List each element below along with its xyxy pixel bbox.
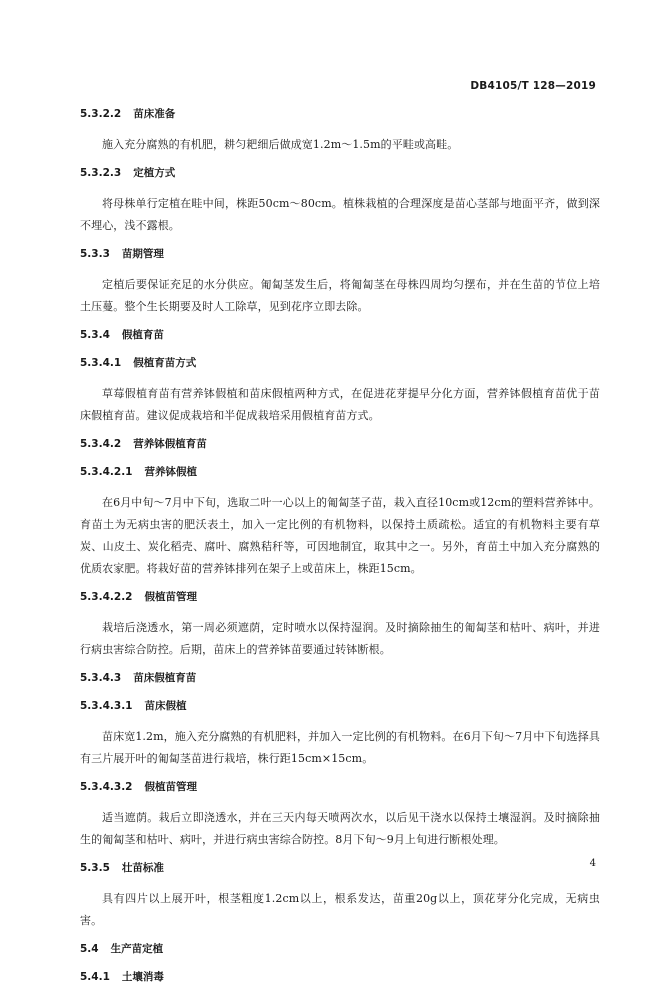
body-paragraph: 适当遮荫。栽后立即浇透水，并在三天内每天喷两次水，以后见干浇水以保持土壤湿润。及时摘除抽生的匍匐茎和枯叶、病叶，并进行病虫害综合防控。8月下旬～9月上旬进行断根处理。 bbox=[80, 811, 600, 846]
section-title: 生产苗定植 bbox=[110, 943, 164, 955]
section-title: 假植苗管理 bbox=[144, 591, 197, 603]
section-heading bbox=[80, 779, 600, 795]
section-number: 5.3.2.2 bbox=[80, 108, 122, 120]
section-number: 5.3.4.2.1 bbox=[80, 466, 133, 478]
document-code: DB4105/T 128—2019 bbox=[470, 80, 596, 92]
body-paragraph: 定植后要保证充足的水分供应。匍匐茎发生后，将匍匐茎在母株四周均匀摆布，并在生苗的节位上培土压蔓。整个生长期要及时人工除草，见到花序立即去除。 bbox=[80, 278, 600, 313]
section-title: 壮苗标准 bbox=[121, 862, 164, 874]
section-title: 假植育苗 bbox=[121, 329, 164, 341]
section-title: 苗床假植 bbox=[144, 700, 187, 712]
section-title: 苗期管理 bbox=[121, 248, 164, 260]
section-number: 5.3.3 bbox=[80, 248, 110, 260]
section-heading bbox=[80, 698, 600, 714]
section-title: 营养钵假植 bbox=[144, 466, 197, 478]
section-title: 营养钵假植育苗 bbox=[133, 438, 207, 450]
section-title: 定植方式 bbox=[133, 167, 176, 179]
section-heading bbox=[80, 327, 600, 343]
section-number: 5.3.2.3 bbox=[80, 167, 122, 179]
body-paragraph: 草莓假植育苗有营养钵假植和苗床假植两种方式，在促进花芽提早分化方面，营养钵假植育苗优于苗床假植育苗。建议促成栽培和半促成栽培采用假植育苗方式。 bbox=[80, 387, 600, 422]
section-heading bbox=[80, 589, 600, 605]
section-heading bbox=[80, 436, 600, 452]
body-paragraph: 栽培后浇透水，第一周必须遮荫，定时喷水以保持湿润。及时摘除抽生的匍匐茎和枯叶、病叶，并进行病虫害综合防控。后期，苗床上的营养钵苗要通过转钵断根。 bbox=[80, 621, 600, 656]
section-heading bbox=[80, 860, 600, 876]
section-heading bbox=[80, 165, 600, 181]
body-paragraph: 施入充分腐熟的有机肥，耕匀耙细后做成宽1.2m～1.5m的平畦或高畦。 bbox=[102, 138, 459, 151]
section-title: 土壤消毒 bbox=[121, 971, 164, 983]
section-number: 5.4 bbox=[80, 943, 99, 955]
section-heading bbox=[80, 464, 600, 480]
section-title: 苗床准备 bbox=[133, 108, 176, 120]
section-heading bbox=[80, 355, 600, 371]
section-number: 5.3.4.3 bbox=[80, 672, 122, 684]
section-title: 苗床假植育苗 bbox=[133, 672, 197, 684]
section-number: 5.3.4.2 bbox=[80, 438, 122, 450]
section-number: 5.3.4.2.2 bbox=[80, 591, 133, 603]
section-number: 5.3.4.3.1 bbox=[80, 700, 133, 712]
section-number: 5.3.5 bbox=[80, 862, 110, 874]
section-heading bbox=[80, 941, 600, 957]
page-number: 4 bbox=[589, 858, 596, 869]
section-heading bbox=[80, 106, 600, 122]
body-paragraph: 在6月中旬～7月中下旬，选取二叶一心以上的匍匐茎子苗，栽入直径10cm或12cm的塑料营养钵中。育苗土为无病虫害的肥沃表土，加入一定比例的有机物料，以保持土质疏松。适宜的有机物料主要有草炭、山皮土、炭化稻壳、腐叶、腐熟秸秆等，可因地制宜，取其中之一。另外，育苗土中加入充分腐熟的优质农家肥。将栽好苗的营养钵排列在架子上或苗床上，株距15cm。 bbox=[80, 496, 600, 575]
section-title: 假植育苗方式 bbox=[133, 357, 197, 369]
body-paragraph: 苗床宽1.2m，施入充分腐熟的有机肥料，并加入一定比例的有机物料。在6月下旬～7月中下旬选择具有三片展开叶的匍匐茎苗进行栽培，株行距15cm×15cm。 bbox=[80, 730, 600, 765]
section-number: 5.4.1 bbox=[80, 971, 110, 983]
section-heading bbox=[80, 670, 600, 686]
document-body bbox=[80, 106, 600, 997]
section-number: 5.3.4 bbox=[80, 329, 110, 341]
body-paragraph: 将母株单行定植在畦中间，株距50cm～80cm。植株栽植的合理深度是苗心茎部与地面平齐，做到深不埋心，浅不露根。 bbox=[80, 197, 600, 232]
body-paragraph: 具有四片以上展开叶，根茎粗度1.2cm以上，根系发达，苗重20g以上，顶花芽分化完成，无病虫害。 bbox=[80, 892, 600, 927]
section-title: 假植苗管理 bbox=[144, 781, 197, 793]
section-heading bbox=[80, 969, 600, 985]
section-number: 5.3.4.1 bbox=[80, 357, 122, 369]
section-number: 5.3.4.3.2 bbox=[80, 781, 133, 793]
section-heading bbox=[80, 246, 600, 262]
